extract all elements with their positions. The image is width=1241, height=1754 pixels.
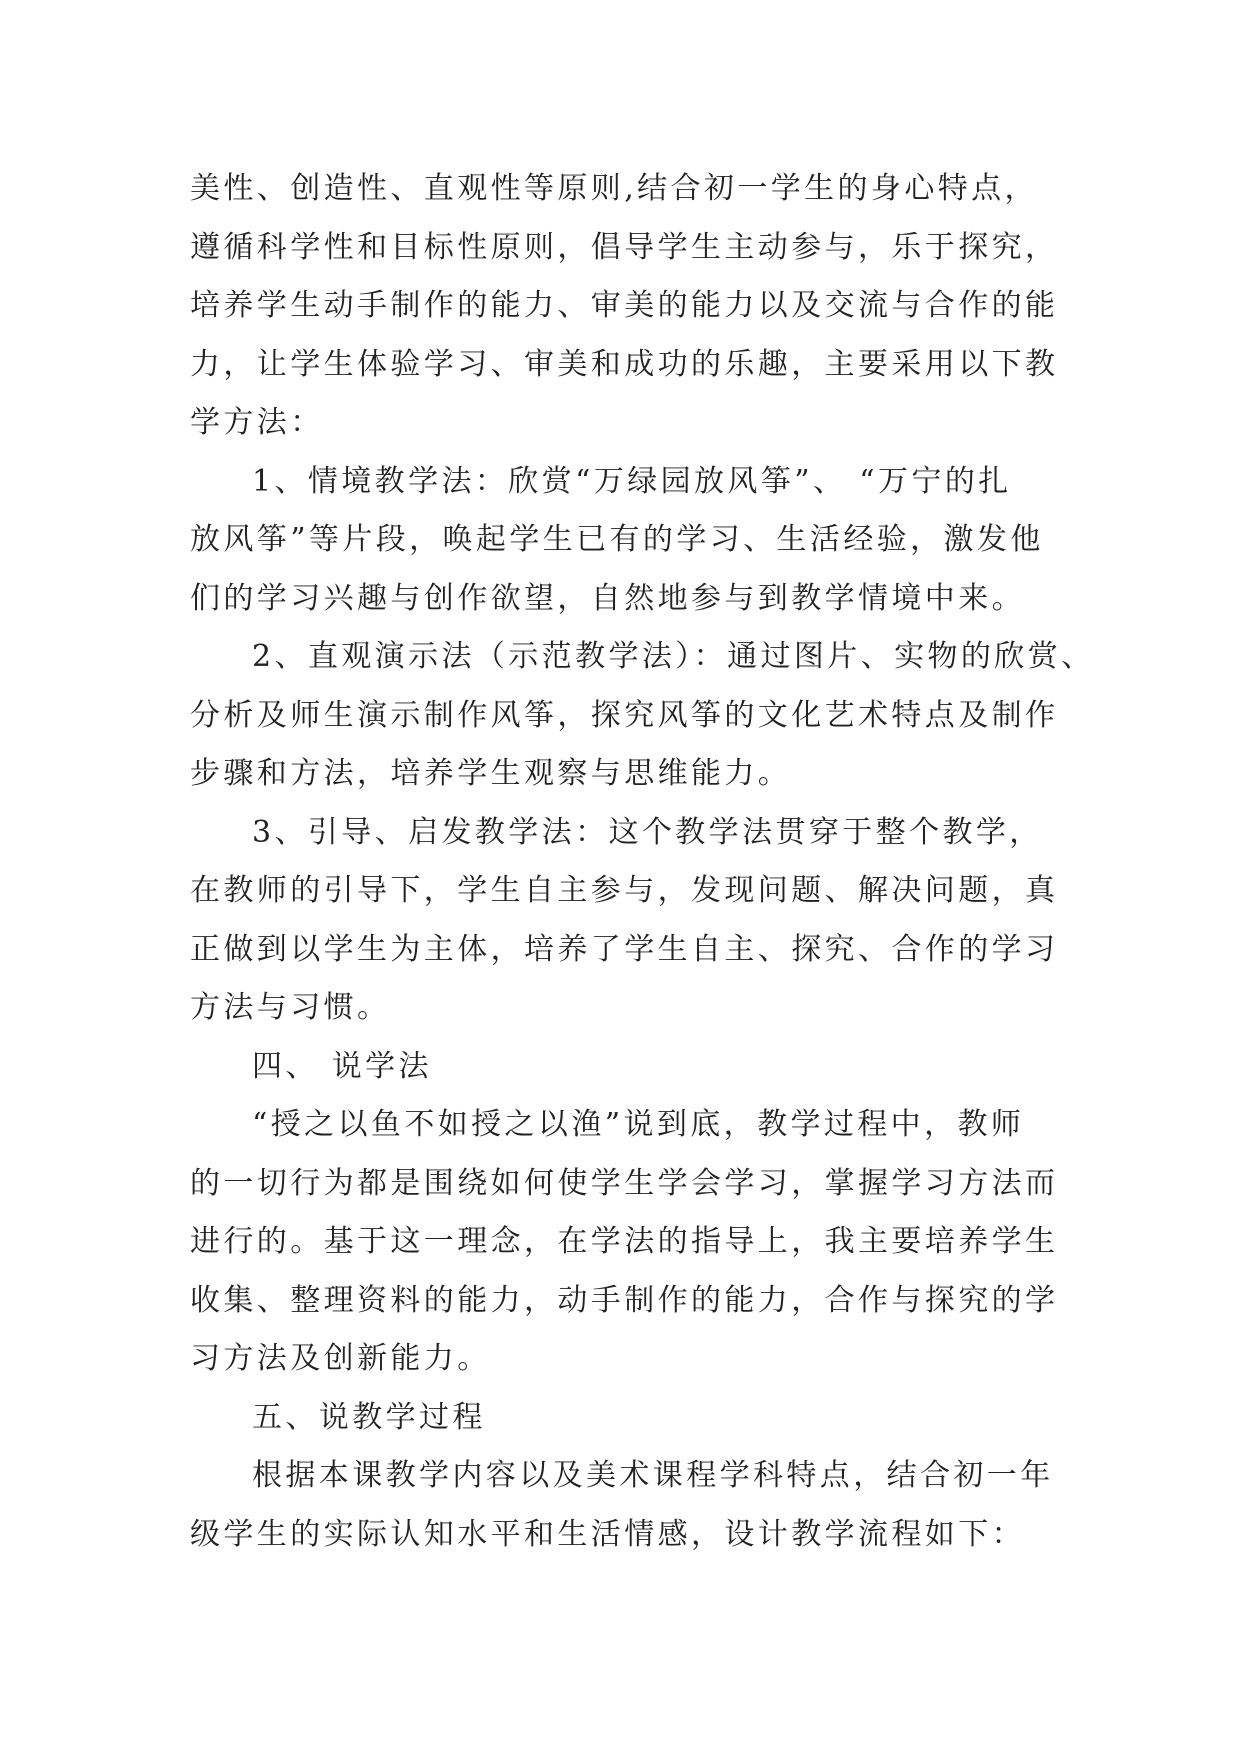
- text-line: “授之以鱼不如授之以渔”说到底，教学过程中，教师: [252, 1107, 1025, 1142]
- text-line: 步骤和方法，培养学生观察与思维能力。: [190, 756, 792, 791]
- text-line: 收集、整理资料的能力，动手制作的能力，合作与探究的学: [190, 1282, 1059, 1318]
- text-line: 在教师的引导下，学生自主参与，发现问题、解决问题，真: [190, 873, 1059, 908]
- text-line: 美性、创造性、直观性等原则,结合初一学生的身心特点，: [190, 171, 1038, 206]
- section-heading: 四、 说学法: [252, 1048, 432, 1084]
- text-line: 放风筝”等片段，唤起学生已有的学习、生活经验，激发他: [190, 522, 1044, 557]
- text-line: 3、引导、启发教学法：这个教学法贯穿于整个教学，: [252, 814, 1043, 850]
- text-line: 学方法：: [190, 405, 324, 440]
- text-line: 培养学生动手制作的能力、审美的能力以及交流与合作的能: [190, 288, 1059, 323]
- text-line: 正做到以学生为主体，培养了学生自主、探究、合作的学习: [190, 931, 1059, 967]
- text-line: 方法与习惯。: [190, 990, 391, 1025]
- text-line: 进行的。基于这一理念，在学法的指导上，我主要培养学生: [190, 1224, 1059, 1259]
- text-line: 1、情境教学法：欣赏“万绿园放风筝”、 “万宁的扎: [252, 463, 1012, 499]
- text-line: 们的学习兴趣与创作欲望，自然地参与到教学情境中来。: [190, 580, 1025, 616]
- text-line: 的一切行为都是围绕如何使学生学会学习，掌握学习方法而: [190, 1165, 1059, 1201]
- text-line: 分析及师生演示制作风筝，探究风筝的文化艺术特点及制作: [190, 697, 1059, 733]
- section-heading: 五、说教学过程: [252, 1399, 486, 1435]
- text-line: 根据本课教学内容以及美术课程学科特点，结合初一年: [252, 1458, 1054, 1493]
- text-line: 力，让学生体验学习、审美和成功的乐趣，主要采用以下教: [190, 346, 1059, 382]
- document-body: [190, 160, 1095, 1564]
- text-line: 2、直观演示法（示范教学法）：通过图片、实物的欣赏、: [252, 639, 1095, 674]
- text-line: 习方法及创新能力。: [190, 1341, 491, 1376]
- text-line: 遵循科学性和目标性原则，倡导学生主动参与，乐于探究，: [190, 229, 1059, 265]
- text-line: 级学生的实际认知水平和生活情感，设计教学流程如下：: [190, 1516, 1025, 1552]
